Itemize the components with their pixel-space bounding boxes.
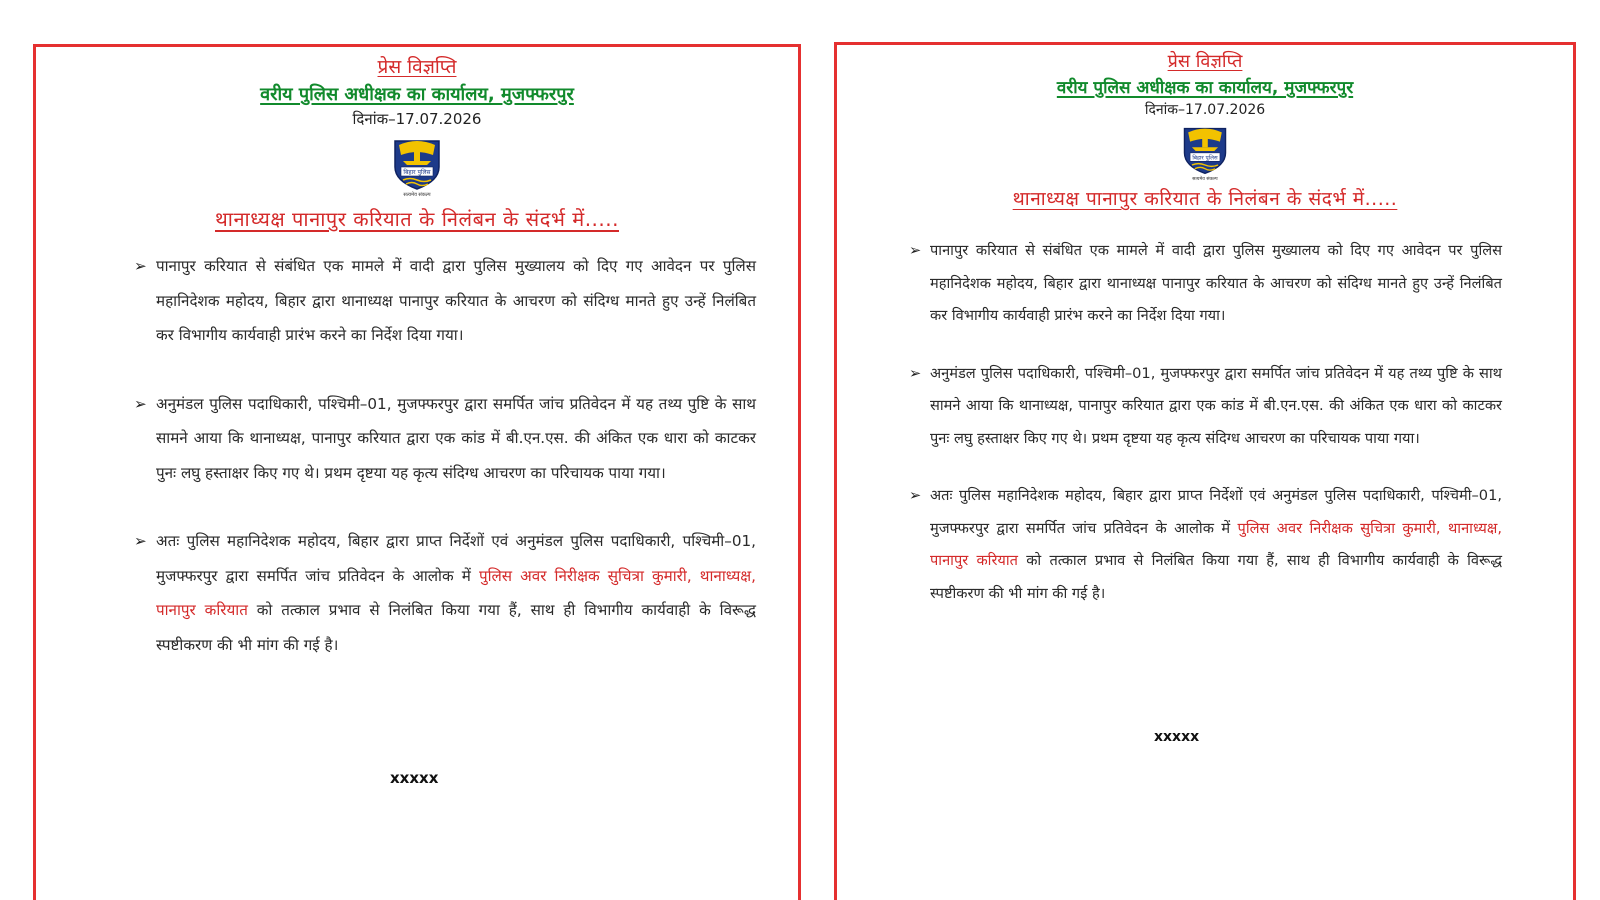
bullet-arrow-icon: ➢ [909, 487, 922, 504]
point-2 [909, 358, 1502, 456]
press-release-title: प्रेस विज्ञप्ति [1167, 51, 1243, 72]
point-3 [134, 524, 756, 662]
release-subject: थानाध्यक्ष पानापुर करियात के निलंबन के संदर्भ में..... [215, 207, 619, 231]
emblem-label: बिहार पुलिस [403, 169, 431, 176]
bullet-arrow-icon: ➢ [134, 394, 147, 413]
bihar-police-emblem-icon [1177, 121, 1233, 181]
point-1 [134, 249, 756, 353]
point-text-after: को तत्काल प्रभाव से निलंबित किया गया हैं, साथ ही विभागीय कार्यवाही के विरूद्ध स्पष्टीकरण की भी मांग की गई है। [930, 552, 1502, 602]
press-release-title: प्रेस विज्ञप्ति [377, 56, 457, 78]
letterhead [837, 45, 1573, 211]
bullet-arrow-icon: ➢ [134, 532, 147, 550]
point-text: अनुमंडल पुलिस पदाधिकारी, पश्चिमी–01, मुजफ्फरपुर द्वारा समर्पित जांच प्रतिवेदन में यह तथ्य पुष्टि के साथ सामने आया कि थानाध्यक्ष, पानापुर करियात द्वारा एक कांड में बी.एन.एस. की अंकित एक धारा को काटकर पुनः लघु हस्ताक्षर किए गए थे। प्रथम दृष्टया यह कृत्य संदिग्ध आचरण का परिचायक पाया गया। [930, 364, 1502, 447]
release-subject: थानाध्यक्ष पानापुर करियात के निलंबन के संदर्भ में..... [1012, 188, 1398, 210]
point-text: पानापुर करियात से संबंधित एक मामले में वादी द्वारा पुलिस मुख्यालय को दिए गए आवेदन पर पुलिस महानिदेशक महोदय, बिहार द्वारा थानाध्यक्ष पानापुर करियात के आचरण को संदिग्ध मानते हुए उन्हें निलंबित कर विभागीय कार्यवाही प्रारंभ करने का निर्देश दिया गया। [156, 257, 756, 344]
bihar-police-emblem-icon [387, 133, 447, 197]
office-name: वरीय पुलिस अधीक्षक का कार्यालय, मुजफ्फरपुर [1056, 78, 1354, 98]
closing-mark: xxxxx [390, 769, 439, 787]
point-text: पानापुर करियात से संबंधित एक मामले में वादी द्वारा पुलिस मुख्यालय को दिए गए आवेदन पर पुलिस महानिदेशक महोदय, बिहार द्वारा थानाध्यक्ष पानापुर करियात के आचरण को संदिग्ध मानते हुए उन्हें निलंबित कर विभागीय कार्यवाही प्रारंभ करने का निर्देश दिया गया। [930, 242, 1502, 324]
suspended-officer-highlight: पुलिस अवर निरीक्षक सुचित्रा कुमारी, थानाध्यक्ष, पानापुर करियात [156, 566, 756, 619]
point-text: अनुमंडल पुलिस पदाधिकारी, पश्चिमी–01, मुजफ्फरपुर द्वारा समर्पित जांच प्रतिवेदन में यह तथ्य पुष्टि के साथ सामने आया कि थानाध्यक्ष, पानापुर करियात द्वारा एक कांड में बी.एन.एस. की अंकित एक धारा को काटकर पुनः लघु हस्ताक्षर किए गए थे। प्रथम दृष्टया यह कृत्य संदिग्ध आचरण का परिचायक पाया गया। [156, 394, 756, 482]
point-text-before: अतः पुलिस महानिदेशक महोदय, बिहार द्वारा प्राप्त निर्देशों एवं अनुमंडल पुलिस पदाधिकारी, पश्चिमी–01, मुजफ्फरपुर द्वारा समर्पित जांच प्रतिवेदन के आलोक में [930, 487, 1502, 537]
point-1 [909, 235, 1502, 333]
emblem-motto: सत्यमेव संकल्प [403, 192, 431, 197]
closing-mark: xxxxx [1154, 729, 1200, 745]
release-date: दिनांक–17.07.2026 [352, 110, 482, 128]
point-3 [909, 480, 1502, 610]
release-points [134, 249, 756, 696]
point-2 [134, 387, 756, 491]
letterhead [36, 47, 798, 232]
bullet-arrow-icon: ➢ [909, 242, 922, 259]
release-points [909, 235, 1502, 635]
emblem-motto: सत्यमेव संकल्प [1192, 176, 1218, 181]
release-date: दिनांक–17.07.2026 [1144, 102, 1266, 118]
office-name: वरीय पुलिस अधीक्षक का कार्यालय, मुजफ्फरपुर [260, 84, 574, 105]
press-release-page-right [834, 42, 1576, 900]
suspended-officer-highlight: पुलिस अवर निरीक्षक सुचित्रा कुमारी, थानाध्यक्ष, पानापुर करियात [930, 519, 1502, 569]
point-text-after: को तत्काल प्रभाव से निलंबित किया गया हैं, साथ ही विभागीय कार्यवाही के विरूद्ध स्पष्टीकरण की भी मांग की गई है। [156, 601, 756, 654]
emblem-label: बिहार पुलिस [1192, 155, 1218, 162]
point-text-before: अतः पुलिस महानिदेशक महोदय, बिहार द्वारा प्राप्त निर्देशों एवं अनुमंडल पुलिस पदाधिकारी, पश्चिमी–01, मुजफ्फरपुर द्वारा समर्पित जांच प्रतिवेदन के आलोक में [156, 532, 756, 585]
press-release-page-left [33, 44, 801, 900]
bullet-arrow-icon: ➢ [134, 257, 147, 275]
bullet-arrow-icon: ➢ [909, 364, 922, 382]
